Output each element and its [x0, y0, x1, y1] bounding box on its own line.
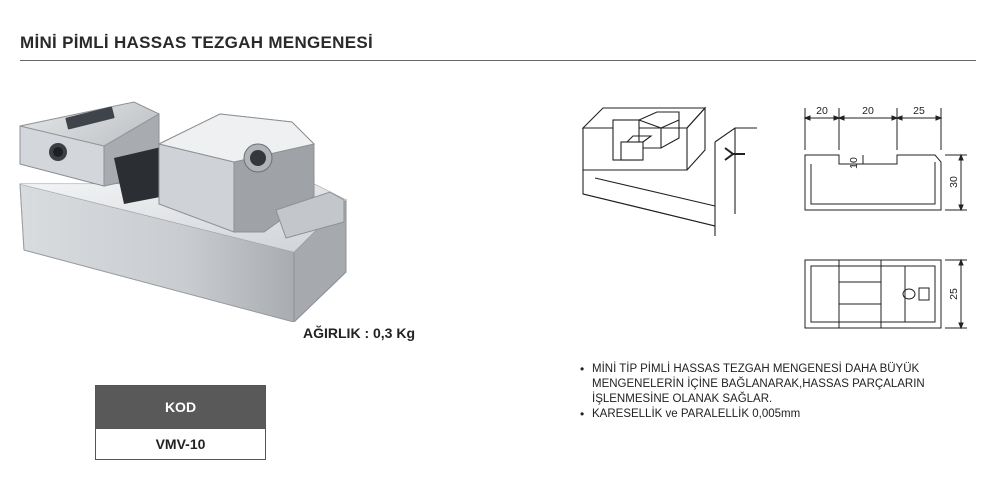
- dim-top-2: 20: [862, 105, 874, 117]
- code-table-header: KOD: [96, 386, 265, 428]
- side-view-drawing: [795, 100, 980, 222]
- code-table-value: VMV-10: [96, 428, 265, 459]
- dim-width: 25: [948, 288, 960, 300]
- title-divider: [20, 60, 976, 61]
- dim-top-1: 20: [816, 105, 828, 117]
- usage-schematic-drawing: [575, 98, 765, 240]
- feature-notes: [580, 362, 980, 422]
- note-item: • KARESELLİK ve PARALELLİK 0,005mm: [580, 407, 980, 422]
- dim-inner-height: 10: [848, 157, 860, 169]
- note-item: • MİNİ TİP PİMLİ HASSAS TEZGAH MENGENESİ DAHA BÜYÜK MENGENELERİN İÇİNE BAĞLANARAK,HASSAS PARÇALARIN İŞLENMESİNE OLANAK SAĞLAR.: [580, 362, 980, 407]
- vise-photo: [14, 92, 354, 322]
- dim-top-3: 25: [913, 105, 925, 117]
- dim-height: 30: [948, 176, 960, 188]
- page-title: MİNİ PİMLİ HASSAS TEZGAH MENGENESİ: [20, 33, 374, 52]
- weight-label: AĞIRLIK : 0,3 Kg: [303, 325, 416, 341]
- top-view-drawing: [795, 252, 980, 334]
- code-table: [95, 385, 266, 460]
